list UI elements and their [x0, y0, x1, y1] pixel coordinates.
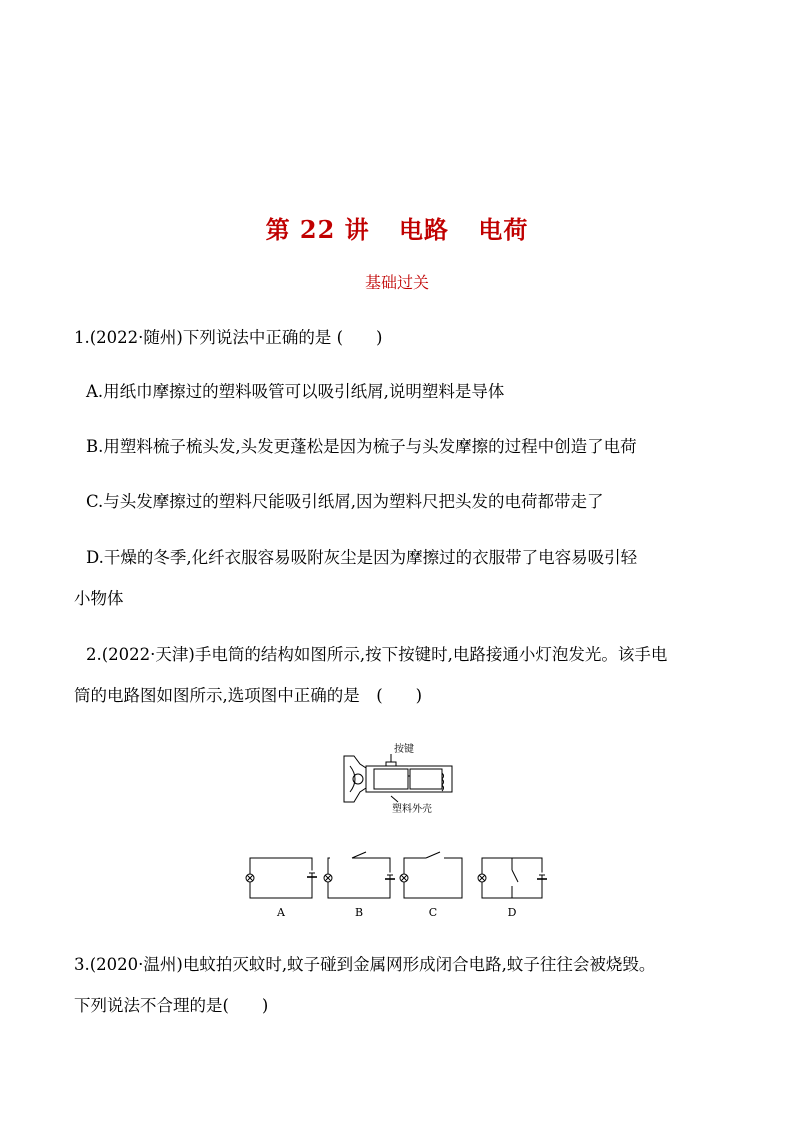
question-1-stem: 1.(2022·随州)下列说法中正确的是 ( )	[74, 328, 383, 347]
shell-label: 塑料外壳	[392, 804, 432, 815]
topic-charge: 电荷	[478, 215, 529, 244]
question-2-stem-continued: 筒的电路图如图所示,选项图中正确的是 ( )	[74, 686, 423, 705]
question-3-stem-continued: 下列说法不合理的是( )	[74, 996, 269, 1015]
lecture-number: 第 22 讲	[265, 215, 370, 244]
topic-circuit: 电路	[399, 215, 450, 244]
circuit-d	[478, 858, 548, 898]
circuit-options-figure	[240, 848, 550, 922]
question-1-option-d-continued: 小物体	[74, 589, 124, 608]
question-1-option-d: D.干燥的冬季,化纤衣服容易吸附灰尘是因为摩擦过的衣服带了电容易吸引轻	[86, 548, 638, 567]
option-label-a: A	[277, 906, 285, 919]
flashlight-figure	[328, 742, 462, 818]
circuit-a	[246, 858, 318, 898]
question-1-option-a: A.用纸巾摩擦过的塑料吸管可以吸引纸屑,说明塑料是导体	[86, 382, 505, 401]
key-label: 按键	[394, 744, 414, 755]
section-title: 基础过关	[364, 273, 429, 292]
circuit-c	[400, 852, 462, 898]
question-1-option-c: C.与头发摩擦过的塑料尺能吸引纸屑,因为塑料尺把头发的电荷都带走了	[86, 492, 604, 511]
page-title	[0, 210, 794, 245]
question-1-option-b: B.用塑料梳子梳头发,头发更蓬松是因为梳子与头发摩擦的过程中创造了电荷	[86, 437, 637, 456]
circuit-b	[324, 852, 396, 898]
question-3-stem: 3.(2020·温州)电蚊拍灭蚊时,蚊子碰到金属网形成闭合电路,蚊子往往会被烧毁。	[74, 955, 656, 974]
question-2-stem: 2.(2022·天津)手电筒的结构如图所示,按下按键时,电路接通小灯泡发光。该手电	[86, 645, 668, 664]
option-label-b: B	[354, 906, 364, 919]
option-label-d: D	[507, 906, 517, 919]
option-label-c: C	[428, 906, 438, 919]
